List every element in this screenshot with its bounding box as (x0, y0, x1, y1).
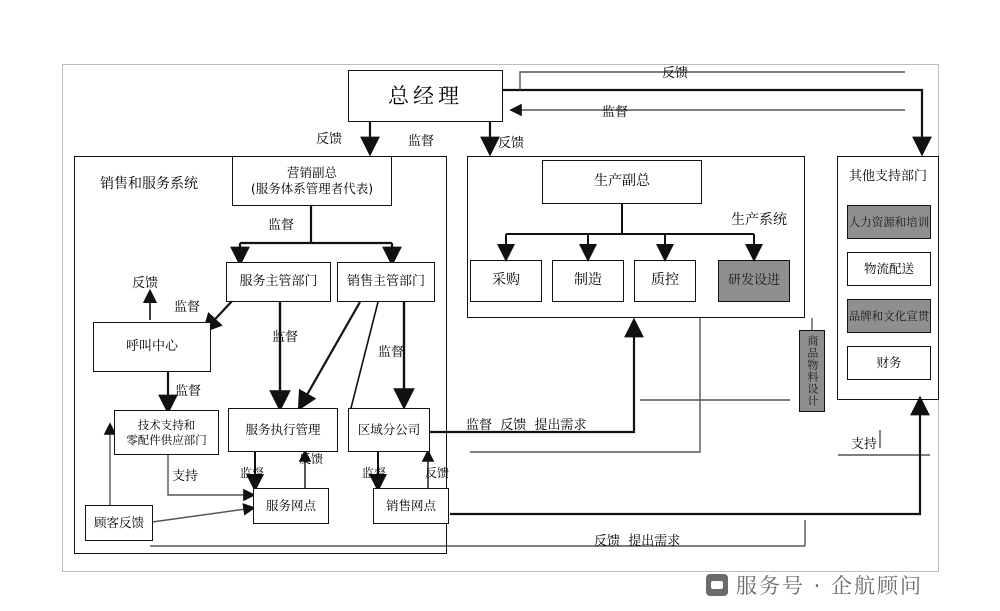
node-rnd[interactable]: 研发设进 (718, 260, 790, 302)
edge-label-feedback-left-of-vp: 反馈 (316, 132, 343, 147)
node-call-center[interactable]: 呼叫中心 (93, 322, 211, 372)
node-brand-culture[interactable]: 品牌和文化宣贯 (847, 299, 931, 333)
edge-label-supervise-top-right: 监督 (602, 105, 629, 120)
edge-label-support-tech: 支持 (172, 469, 199, 484)
node-regional-branch[interactable]: 区域分公司 (348, 408, 430, 452)
edge-label-feedback-outlet-left: 反馈 (299, 452, 324, 466)
node-general-manager[interactable]: 总经理 (348, 70, 503, 122)
node-marketing-vp[interactable]: 营销副总 (服务体系管理者代表) (232, 156, 392, 206)
label-production-system: 生产系统 (731, 212, 787, 229)
edge-label-feedback-outlet-right: 反馈 (425, 466, 450, 480)
wechat-icon (706, 574, 728, 596)
edge-label-supervise-call-center: 监督 (174, 300, 201, 315)
edge-label-feedback-top-right: 反馈 (662, 66, 689, 81)
edge-label-feedback-call-center: 反馈 (132, 276, 159, 291)
edge-label-supervise-mid-top: 监督 (408, 134, 435, 149)
watermark (706, 570, 923, 600)
node-service-dept[interactable]: 服务主管部门 (226, 262, 331, 302)
node-tech-support[interactable]: 技术支持和 零配件供应部门 (114, 410, 219, 455)
node-finance[interactable]: 财务 (847, 346, 931, 380)
edge-label-supervise-to-tech: 监督 (175, 384, 202, 399)
node-service-outlet[interactable]: 服务网点 (253, 488, 329, 524)
node-purchase[interactable]: 采购 (470, 260, 542, 302)
edge-label-center-chain: 监督 反馈 提出需求 (466, 418, 587, 433)
node-service-exec[interactable]: 服务执行管理 (228, 408, 338, 452)
node-sales-dept[interactable]: 销售主管部门 (337, 262, 435, 302)
edge-label-supervise-sales-dept: 监督 (378, 345, 405, 360)
node-quality-control[interactable]: 质控 (634, 260, 696, 302)
label-other-support: 其他支持部门 (848, 168, 927, 184)
edge-label-support-right: 支持 (851, 437, 878, 452)
node-logistics[interactable]: 物流配送 (847, 252, 931, 286)
watermark-text: 服务号 · 企航顾问 (736, 574, 924, 598)
node-product-design[interactable]: 商品物料设计 (799, 330, 825, 412)
node-manufacture[interactable]: 制造 (552, 260, 624, 302)
node-production-vp[interactable]: 生产副总 (542, 160, 702, 204)
edge-label-feedback-right-of-vp: 反馈 (498, 136, 525, 151)
edge-label-supervise-service-dept: 监督 (272, 330, 299, 345)
edge-label-supervise-outlet-left: 监督 (240, 466, 265, 480)
edge-label-bottom-chain: 反馈 提出需求 (594, 534, 681, 549)
edge-label-supervise-outlet-right: 监督 (362, 466, 387, 480)
node-customer-feedback[interactable]: 顾客反馈 (85, 505, 153, 541)
node-hr-training[interactable]: 人力资源和培训 (847, 205, 931, 239)
label-sales-service-system: 销售和服务系统 (100, 176, 198, 193)
node-sales-outlet[interactable]: 销售网点 (373, 488, 449, 524)
edge-label-supervise-under-vp: 监督 (268, 218, 295, 233)
